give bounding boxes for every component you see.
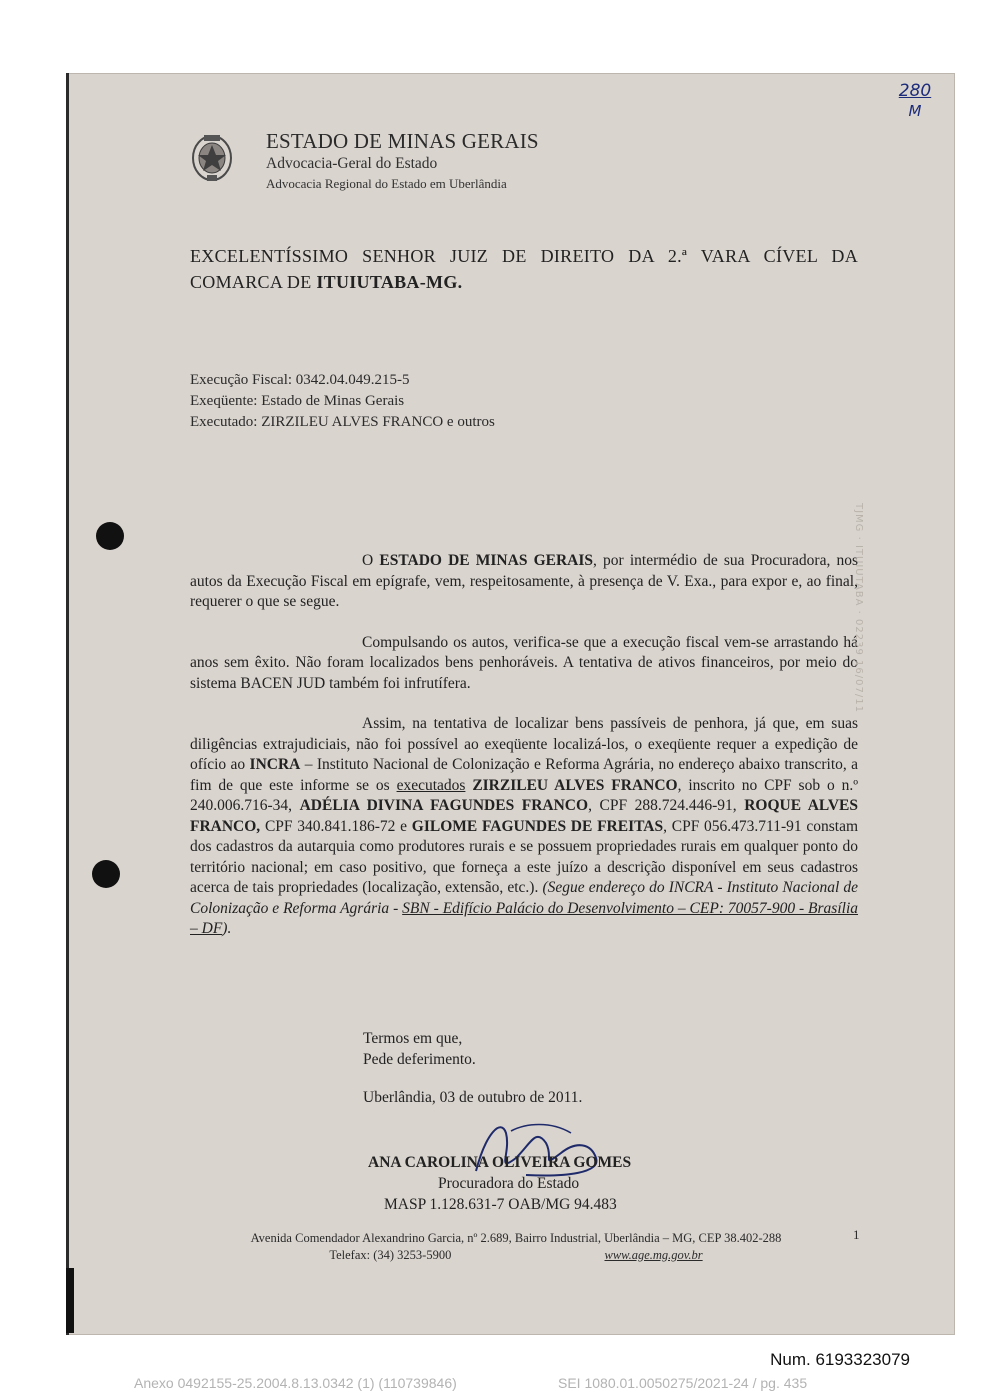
footer-website: www.age.mg.gov.br: [604, 1248, 703, 1262]
footer-address: Avenida Comendador Alexandrino Garcia, nº 2.689, Bairro Industrial, Uberlândia – MG, CEP 38.402-288: [250, 1231, 782, 1245]
state-coat-of-arms-icon: [190, 131, 234, 183]
p3-f: , CPF 056.473.711-91 constam dos cadastros da autarquia como produtores rurais e se possuem propriedades rurais em qualquer ponto do território nacional; em caso positivo, que forneça a este juízo a descrição disponível em seus cadastros acerca de tais propriedades (localização, extensão, etc.).: [190, 817, 859, 896]
paragraph-facts: Compulsando os autos, verifica-se que a execução fiscal vem-se arrastando há anos sem êxito. Não foram localizados bens penhoráveis. A tentativa de ativos financeiros, por meio do sistema BACEN JUD também foi infrutífera.: [190, 633, 858, 692]
case-info: [190, 370, 495, 433]
protocol-stamp: TJMG · ITUIUTABA · 02239 16/07/11: [853, 503, 864, 713]
case-executado: Executado: ZIRZILEU ALVES FRANCO e outros: [190, 414, 495, 430]
case-exequente: Exeqüente: Estado de Minas Gerais: [190, 393, 405, 409]
p3-incra: INCRA: [249, 756, 301, 773]
header-subtitle-regional: Advocacia Regional do Estado em Uberlândia: [266, 176, 507, 191]
p3-name-4: GILOME FAGUNDES DE FREITAS: [411, 817, 664, 835]
p3-executados: executados: [396, 776, 466, 794]
p3-name-1: ZIRZILEU ALVES FRANCO: [472, 776, 678, 794]
header-title: ESTADO DE MINAS GERAIS: [266, 129, 539, 153]
page-edge-shadow: [66, 73, 69, 1335]
closing-line-2: Pede deferimento.: [363, 1051, 476, 1068]
punch-hole-top: [96, 522, 124, 550]
date-line: Uberlândia, 03 de outubro de 2011.: [363, 1089, 583, 1106]
footer-phone: Telefax: (34) 3253-5900: [329, 1248, 452, 1262]
p3-e: CPF 340.841.186-72 e: [264, 817, 408, 835]
closing: [363, 1028, 476, 1070]
p3-d: , CPF 288.724.446-91,: [588, 797, 737, 814]
p3-end: ).: [222, 920, 232, 937]
handwritten-signature-icon: [456, 1113, 606, 1183]
sei-reference: SEI 1080.01.0050275/2021-24 / pg. 435: [558, 1375, 808, 1391]
addressee-line: EXCELENTÍSSIMO SENHOR JUIZ DE DIREITO DA 2.ª VARA CÍVEL DA COMARCA DE: [190, 246, 858, 292]
folio-annotation: [890, 81, 940, 121]
header-subtitle: Advocacia-Geral do Estado: [266, 155, 438, 172]
p3-a: Assim, na tentativa de localizar bens passíveis de penhora, já que, em suas diligências extrajudiciais, não foi possível ao exeqüente localizá-los, o exeqüente requer a expedição de ofício ao: [190, 715, 858, 773]
folio-number: 280: [898, 81, 932, 101]
p1-party: ESTADO DE MINAS GERAIS: [379, 552, 594, 569]
p3-incra-address-intro: (Segue endereço do INCRA - Instituto Nacional de Colonização e Reforma Agrária -: [190, 879, 859, 917]
signatory-name: ANA CAROLINA OLIVEIRA GOMES: [368, 1154, 632, 1171]
p1-pre: O: [362, 552, 374, 569]
letterhead-footer: [196, 1230, 836, 1264]
addressee: [190, 243, 858, 295]
paragraph-request: [190, 714, 858, 940]
p3-c: , inscrito no CPF sob o n.º 240.006.716-34,: [190, 776, 859, 814]
page-number: 1: [853, 1227, 860, 1242]
p3-incra-address: SBN - Edifício Palácio do Desenvolvimento – CEP: 70057-900 - Brasília – DF: [190, 899, 859, 937]
p1-rest: , por intermédio de sua Procuradora, nos autos da Execução Fiscal em epígrafe, vem, respeitosamente, à presença de V. Exa., para expor e, ao final, requerer o que se segue.: [190, 552, 858, 610]
scanned-page: [66, 73, 955, 1335]
footer-contact: [196, 1247, 836, 1264]
p3-name-2: ADÉLIA DIVINA FAGUNDES FRANCO: [299, 797, 589, 814]
p3-name-3: ROQUE ALVES FRANCO,: [190, 797, 858, 835]
signatory-ids: MASP 1.128.631-7 OAB/MG 94.483: [384, 1196, 617, 1213]
document-number: Num. 6193323079: [770, 1350, 910, 1369]
case-number: Execução Fiscal: 0342.04.049.215-5: [190, 372, 410, 388]
annex-reference: Anexo 0492155-25.2004.8.13.0342 (1) (110739846): [134, 1375, 457, 1391]
closing-line-1: Termos em que,: [363, 1030, 463, 1047]
p3-b: – Instituto Nacional de Colonização e Reforma Agrária, no endereço abaixo transcrito, a fim de que este informe se os: [190, 756, 859, 794]
petition-body: [190, 551, 858, 960]
punch-hole-bottom: [92, 860, 120, 888]
page-edge-mark: [66, 1268, 74, 1333]
addressee-place: ITUIUTABA-MG.: [316, 272, 463, 292]
signatory-role: Procuradora do Estado: [438, 1175, 580, 1192]
folio-sub: M: [908, 102, 922, 120]
paragraph-intro: [190, 551, 858, 613]
